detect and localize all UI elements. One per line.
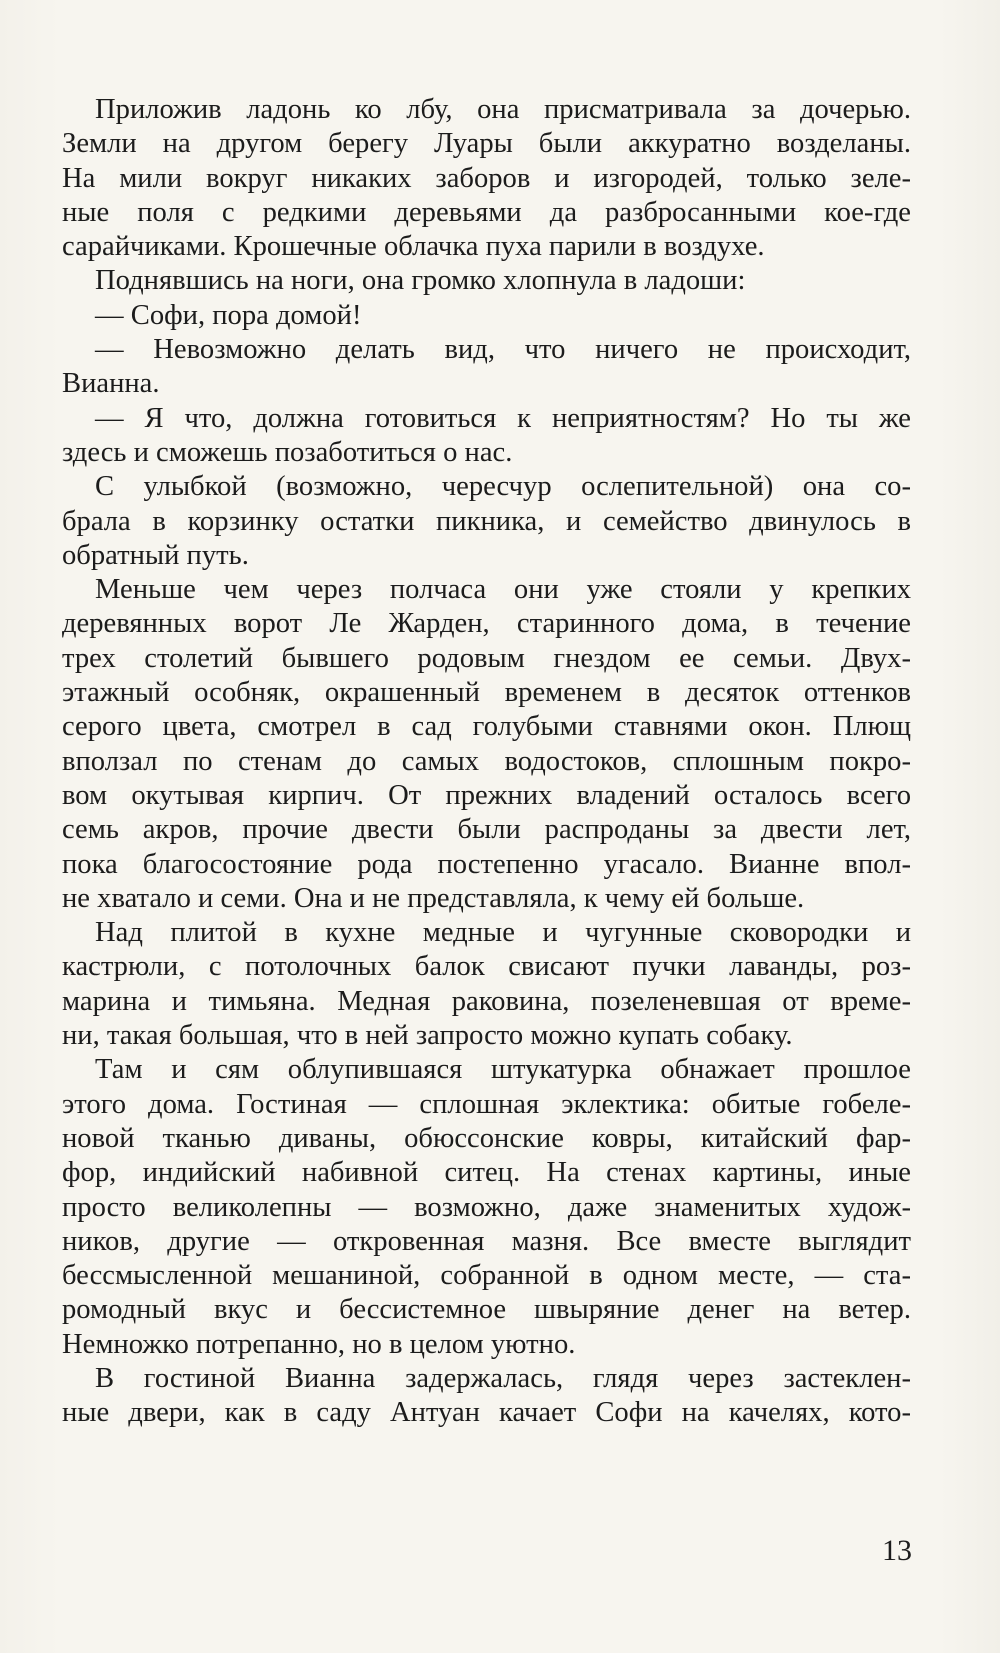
text-line: Приложив ладонь ко лбу, она присматривала за дочерью. xyxy=(95,94,911,125)
text-line: На мили вокруг никаких заборов и изгородей, только зеле- xyxy=(62,162,911,194)
text-line: ни, такая большая, что в ней запросто можно купать собаку. xyxy=(62,1020,793,1052)
text-line: трех столетий бывшего родовым гнездом ее семьи. Двух- xyxy=(62,642,911,674)
page-number: 13 xyxy=(882,1534,912,1567)
text-line: пока благосостояние рода постепенно угасало. Вианне впол- xyxy=(62,848,911,880)
text-line: ников, другие — откровенная мазня. Все вместе выглядит xyxy=(62,1225,911,1257)
text-line: фор, индийский набивной ситец. На стенах картины, иные xyxy=(62,1157,911,1189)
text-line: Меньше чем через полчаса они уже стояли у крепких xyxy=(95,574,911,606)
text-line: сарайчиками. Крошечные облачка пуха парили в воздухе. xyxy=(62,231,765,263)
text-line: этого дома. Гостиная — сплошная эклектика: обитые гобеле- xyxy=(62,1088,911,1120)
text-line: ные двери, как в саду Антуан качает Софи на качелях, кото- xyxy=(62,1397,911,1429)
text-line: — Невозможно делать вид, что ничего не происходит, xyxy=(95,334,911,366)
text-line: здесь и сможешь позаботиться о нас. xyxy=(62,436,513,468)
text-line: Земли на другом берегу Луары были аккуратно возделаны. xyxy=(62,128,911,160)
text-line: марина и тимьяна. Медная раковина, позеленевшая от време- xyxy=(62,985,911,1017)
text-line: этажный особняк, окрашенный временем в десяток оттенков xyxy=(62,677,911,709)
text-line: семь акров, прочие двести были распроданы за двести лет, xyxy=(62,814,911,846)
text-line: вом окутывая кирпич. От прежних владений осталось всего xyxy=(62,779,911,811)
text-line: Поднявшись на ноги, она громко хлопнула в ладоши: xyxy=(95,265,746,297)
body-text xyxy=(62,93,911,1431)
text-line: — Софи, пора домой! xyxy=(95,299,362,331)
text-line: ные поля с редкими деревьями да разбросанными кое-где xyxy=(62,196,911,228)
text-line: бессмысленной мешаниной, собранной в одном месте, — ста- xyxy=(62,1260,911,1292)
text-line: просто великолепны — возможно, даже знаменитых худож- xyxy=(62,1191,911,1223)
text-line: деревянных ворот Ле Жарден, старинного дома, в течение xyxy=(62,608,911,640)
text-line: В гостиной Вианна задержалась, глядя через застеклен- xyxy=(95,1362,911,1394)
text-line: не хватало и семи. Она и не представляла, к чему ей больше. xyxy=(62,882,805,914)
text-line: новой тканью диваны, обюссонские ковры, китайский фар- xyxy=(62,1122,911,1154)
text-line: обратный путь. xyxy=(62,539,249,571)
text-line: С улыбкой (возможно, чересчур ослепительной) она со- xyxy=(95,471,911,503)
text-line: Над плитой в кухне медные и чугунные сковородки и xyxy=(95,917,911,949)
text-line: ромодный вкус и бессистемное швыряние денег на ветер. xyxy=(62,1294,911,1326)
text-line: Немножко потрепанно, но в целом уютно. xyxy=(62,1328,576,1360)
text-line: Вианна. xyxy=(62,368,160,400)
text-line: — Я что, должна готовиться к неприятностям? Но ты же xyxy=(95,402,911,434)
text-line: серого цвета, смотрел в сад голубыми ставнями окон. Плющ xyxy=(62,711,911,743)
text-line: Там и сям облупившаяся штукатурка обнажает прошлое xyxy=(95,1054,911,1086)
text-line: брала в корзинку остатки пикника, и семейство двинулось в xyxy=(62,505,911,537)
text-line: кастрюли, с потолочных балок свисают пучки лаванды, роз- xyxy=(62,951,911,983)
text-line: вползал по стенам до самых водостоков, сплошным покро- xyxy=(62,745,911,777)
